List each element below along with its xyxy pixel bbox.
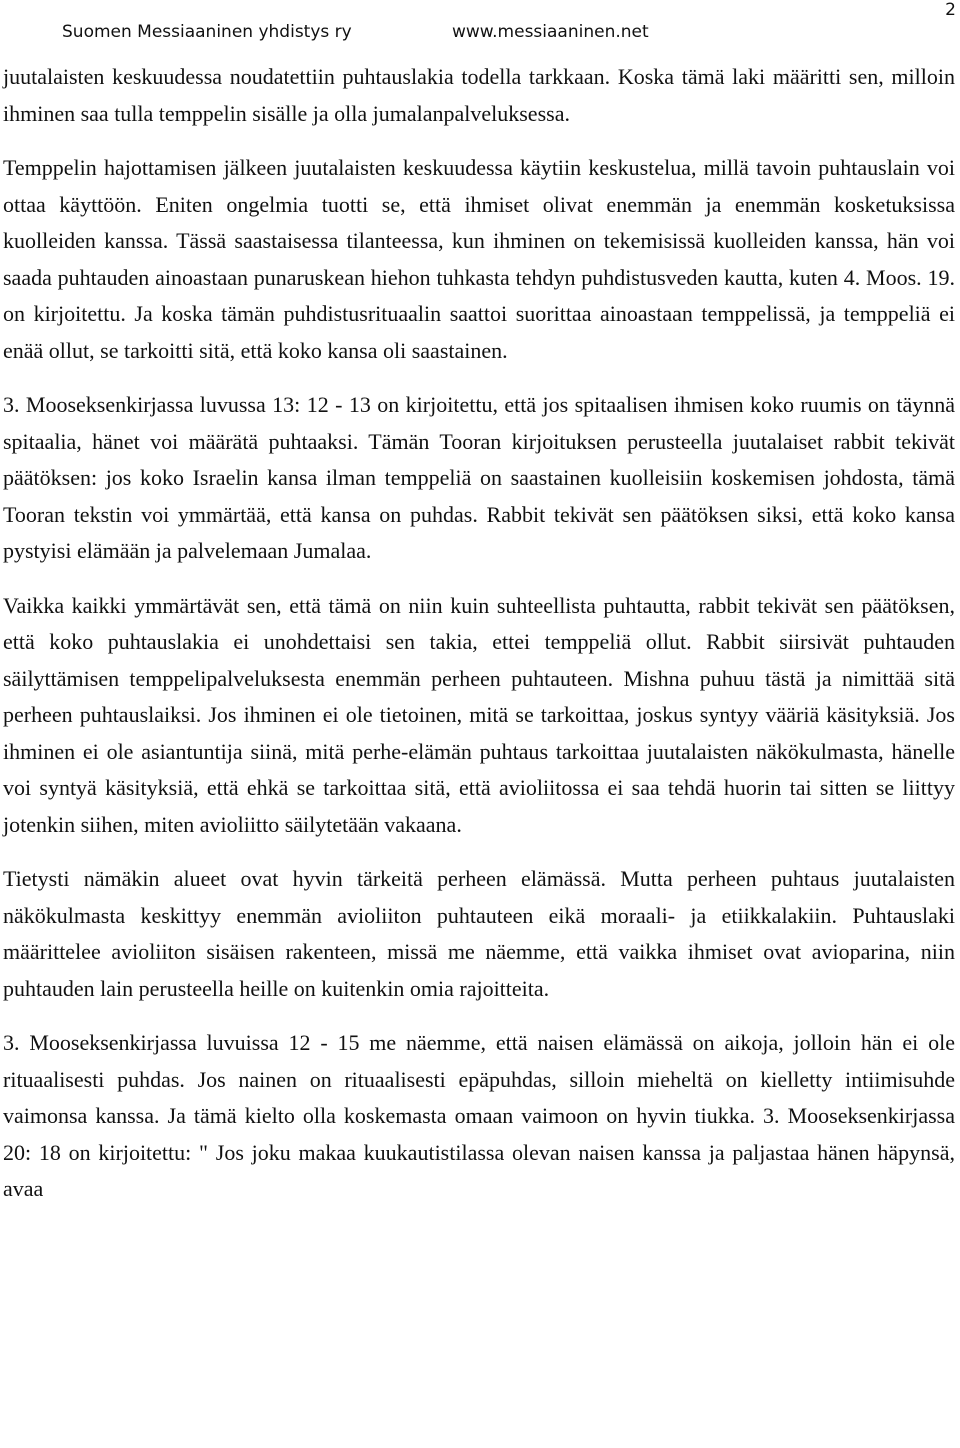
header-organization: Suomen Messiaaninen yhdistys ry bbox=[62, 22, 352, 42]
page-header bbox=[0, 0, 960, 60]
header-website: www.messiaaninen.net bbox=[452, 22, 649, 42]
paragraph-4: Vaikka kaikki ymmärtävät sen, että tämä on niin kuin suhteellista puhtautta, rabbit tekivät sen päätöksen, että koko puhtauslakia ei unohdettaisi sen takia, ettei temppeliä ollut. Rabbit siirsivät puhtauden säilyttämisen temppelipalveluksesta enemmän perheen puhtauteen. Mishna puhuu tästä ja nimittää sitä perheen puhtauslaiksi. Jos ihminen ei ole tietoinen, mitä se tarkoittaa, joskus syntyy vääriä käsityksiä. Jos ihminen ei ole asiantuntija siinä, mitä perhe-elämän puhtaus tarkoittaa juutalaisten näkökulmasta, hänelle voi syntyä käsityksiä, että ehkä se tarkoittaa sitä, että avioliitossa ei saa tehdä huorin tai sitten se liittyy jotenkin siihen, miten avioliitto säilytetään vakaana. bbox=[3, 592, 955, 837]
paragraph-6: 3. Mooseksenkirjassa luvuissa 12 - 15 me näemme, että naisen elämässä on aikoja, jolloin hän ei ole rituaalisesti puhdas. Jos nainen on rituaalisesti epäpuhdas, silloin mieheltä on kielletty intiimisuhde vaimonsa kanssa. Ja tämä kielto olla koskemasta omaan vaimoon on hyvin tiukka. 3. Mooseksenkirjassa 20: 18 on kirjoitettu: " Jos joku makaa kuukautistilassa olevan naisen kanssa ja paljastaa hänen häpynsä, avaa bbox=[3, 1030, 955, 1201]
page-number: 2 bbox=[945, 0, 956, 20]
paragraph-2: Temppelin hajottamisen jälkeen juutalaisten keskuudessa käytiin keskustelua, millä tavoin puhtauslain voi ottaa käyttöön. Eniten ongelmia tuotti se, että ihmiset olivat enemmän ja enemmän kosketuksissa kuolleiden kanssa. Tässä saastaisessa tilanteessa, kun ihminen on tekemisissä kuolleiden kanssa, hän voi saada puhtauden ainoastaan punaruskean hiehon tuhkasta tehdyn puhdistusveden kautta, kuten 4. Moos. 19. on kirjoitettu. Ja koska tämän puhdistusrituaalin saattoi suorittaa ainoastaan temppelissä, ja temppeliä ei enää ollut, se tarkoitti sitä, että koko kansa oli saastainen. bbox=[3, 155, 955, 363]
paragraph-5: Tietysti nämäkin alueet ovat hyvin tärkeitä perheen elämässä. Mutta perheen puhtaus juutalaisten näkökulmasta keskittyy enemmän avioliiton puhtauteen eikä moraali- ja etiikkalakiin. Puhtauslaki määrittelee avioliiton sisäisen rakenteen, missä me näemme, että vaikka ihmiset ovat avioparina, niin puhtauden lain perusteella heille on kuitenkin omia rajoitteita. bbox=[3, 866, 955, 1001]
paragraph-3: 3. Mooseksenkirjassa luvussa 13: 12 - 13 on kirjoitettu, että jos spitaalisen ihmisen koko ruumis on täynnä spitaalia, hänet voi määrätä puhtaaksi. Tämän Tooran kirjoituksen perusteella juutalaiset rabbit tekivät päätöksen: jos koko Israelin kansa ilman temppeliä on saastainen kuolleisiin koskemisen johdosta, tämä Tooran tekstin voi ymmärtää, että kansa on puhdas. Rabbit tekivät sen päätöksen siksi, että koko kansa pystyisi elämään ja palvelemaan Jumalaa. bbox=[3, 392, 955, 563]
document-body bbox=[3, 59, 955, 1208]
paragraph-1: juutalaisten keskuudessa noudatettiin puhtauslakia todella tarkkaan. Koska tämä laki määritti sen, milloin ihminen saa tulla temppelin sisälle ja olla jumalanpalveluksessa. bbox=[3, 64, 955, 126]
